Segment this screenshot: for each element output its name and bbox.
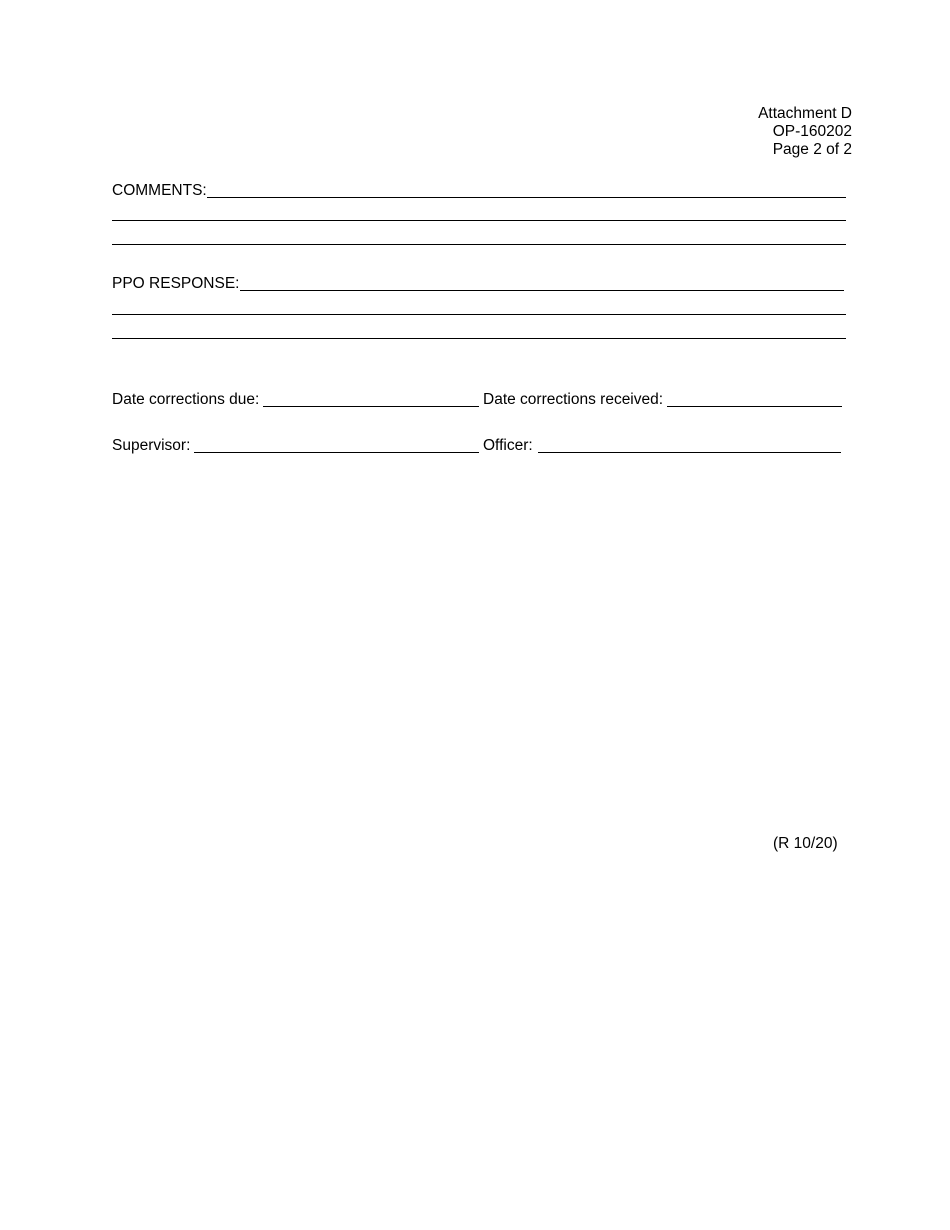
officer-label: Officer: (483, 437, 533, 454)
officer-signature-field[interactable] (538, 452, 841, 453)
comments-label: COMMENTS: (112, 182, 207, 199)
attachment-label: Attachment D (758, 105, 852, 122)
revision-code: (R 10/20) (773, 835, 838, 852)
document-header (758, 105, 852, 159)
ppo-response-line-3[interactable] (112, 338, 846, 339)
supervisor-signature-field[interactable] (194, 452, 479, 453)
policy-number: OP-160202 (772, 123, 852, 140)
supervisor-label: Supervisor: (112, 437, 191, 454)
date-corrections-due-label: Date corrections due: (112, 391, 260, 408)
ppo-response-label: PPO RESPONSE: (112, 275, 240, 292)
date-corrections-due-field[interactable] (263, 406, 479, 407)
date-corrections-received-label: Date corrections received: (483, 391, 664, 408)
comments-line-1[interactable] (207, 197, 846, 198)
page-indicator: Page 2 of 2 (772, 141, 852, 158)
comments-line-2[interactable] (112, 220, 846, 221)
comments-line-3[interactable] (112, 244, 846, 245)
ppo-response-line-1[interactable] (240, 290, 844, 291)
date-corrections-received-field[interactable] (667, 406, 842, 407)
ppo-response-line-2[interactable] (112, 314, 846, 315)
